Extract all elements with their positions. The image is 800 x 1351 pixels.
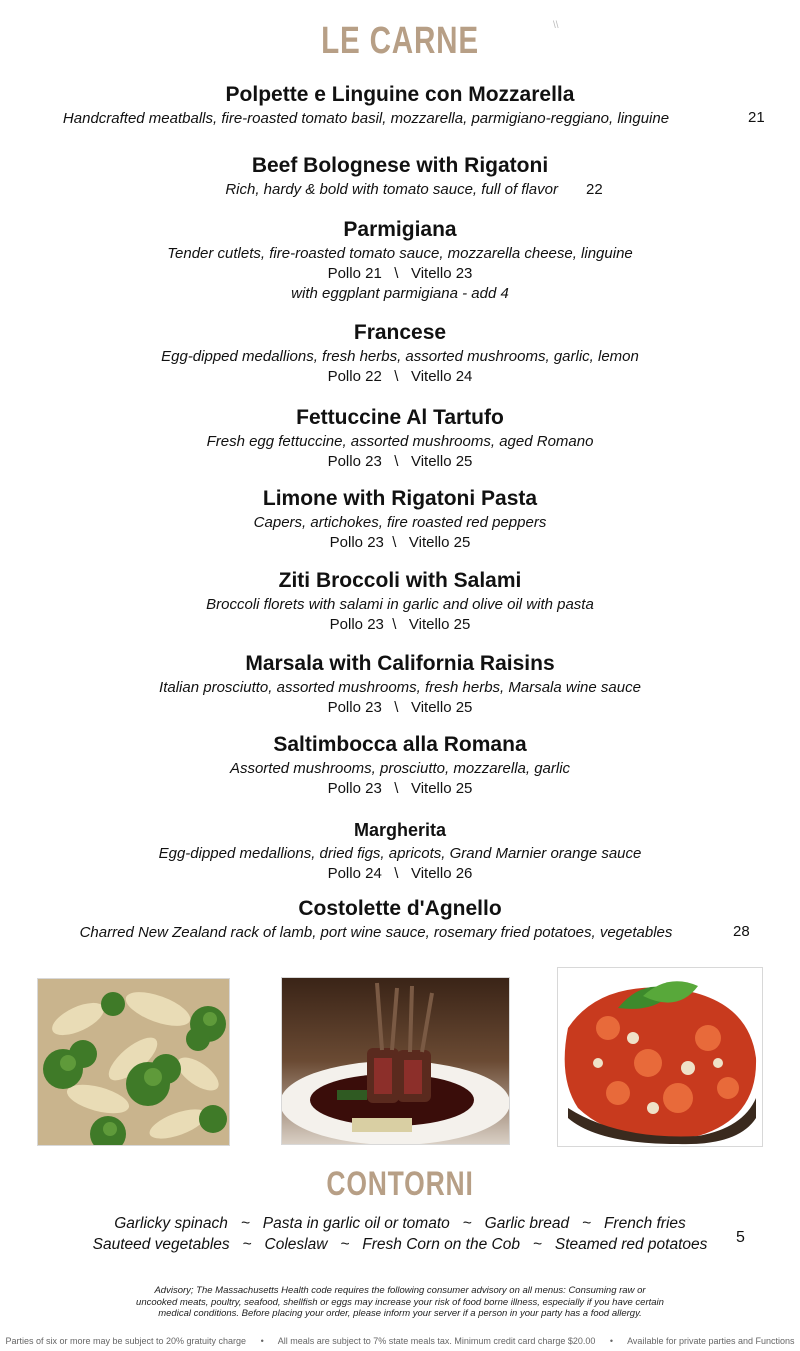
item-name: Fettuccine Al Tartufo (296, 406, 504, 429)
item-description: Handcrafted meatballs, fire-roasted tomato basil, mozzarella, parmigiano-reggiano, linguine (62, 110, 670, 127)
item-prices: Pollo 23 \ Vitello 25 (329, 616, 471, 633)
footer-gratuity-note: Parties of six or more may be subject to 20% gratuity charge (5, 1336, 247, 1346)
menu-item-parmigiana (0, 217, 800, 304)
footer-separator: • (609, 1336, 614, 1346)
item-prices: Pollo 23 \ Vitello 25 (327, 699, 473, 716)
contorni-price: 5 (736, 1229, 745, 1246)
item-description: Broccoli florets with salami in garlic and olive oil with pasta (206, 596, 594, 613)
menu-item-limone (0, 486, 800, 553)
health-advisory (60, 1285, 740, 1320)
item-prices: Pollo 22 \ Vitello 24 (327, 368, 473, 385)
decorative-mark: \\ (553, 20, 559, 31)
footer-tax-note: All meals are subject to 7% state meals tax. Minimum credit card charge $20.00 (277, 1336, 596, 1346)
item-description: Italian prosciutto, assorted mushrooms, fresh herbs, Marsala wine sauce (159, 679, 641, 696)
advisory-line-2: uncooked meats, poultry, seafood, shellfish or eggs may increase your risk of food borne illness, especially if you have certain (136, 1296, 664, 1308)
item-name: Costolette d'Agnello (298, 897, 502, 920)
item-description: Assorted mushrooms, prosciutto, mozzarella, garlic (229, 760, 571, 777)
menu-item-costolette (0, 896, 800, 943)
footer-private-parties-note: Available for private parties and Functions (627, 1336, 795, 1346)
advisory-line-1: Advisory; The Massachusetts Health code requires the following consumer advisory on all menus: Consuming raw or (154, 1285, 646, 1296)
item-prices: Pollo 23 \ Vitello 25 (327, 453, 473, 470)
contorni-line-1: Garlicky spinach ~ Pasta in garlic oil or tomato ~ Garlic bread ~ French fries (114, 1215, 686, 1232)
item-description: Fresh egg fettuccine, assorted mushrooms, aged Romano (206, 433, 594, 450)
menu-item-polpette (0, 82, 800, 129)
item-name: Limone with Rigatoni Pasta (262, 487, 538, 510)
item-name: Francese (353, 321, 447, 344)
section-title-le-carne: LE CARNE (321, 20, 479, 62)
item-prices: Pollo 21 \ Vitello 23 (327, 265, 473, 282)
menu-item-ziti-broccoli (0, 568, 800, 635)
item-name: Beef Bolognese with Rigatoni (251, 154, 549, 177)
menu-item-fettuccine (0, 405, 800, 472)
item-description: Charred New Zealand rack of lamb, port wine sauce, rosemary fried potatoes, vegetables (79, 924, 673, 941)
item-prices: Pollo 23 \ Vitello 25 (329, 534, 471, 551)
menu-item-bolognese (0, 153, 800, 200)
contorni-line-2: Sauteed vegetables ~ Coleslaw ~ Fresh Corn on the Cob ~ Steamed red potatoes (92, 1236, 708, 1253)
footer-separator: • (260, 1336, 264, 1346)
item-name: Margherita (353, 820, 447, 840)
menu-item-francese (0, 320, 800, 387)
menu-item-marsala (0, 651, 800, 718)
item-description: Capers, artichokes, fire roasted red peppers (253, 514, 547, 531)
item-description: Tender cutlets, fire-roasted tomato sauce, mozzarella cheese, linguine (167, 245, 633, 262)
rack-of-lamb-photo (281, 977, 510, 1145)
menu-item-saltimbocca (0, 732, 800, 799)
item-price: 28 (733, 923, 750, 940)
pasta-broccoli-photo (37, 978, 230, 1146)
item-price: 21 (748, 109, 765, 126)
section-title-contorni: CONTORNI (326, 1165, 474, 1203)
item-description: Rich, hardy & bold with tomato sauce, full of flavor (225, 181, 558, 198)
item-description: Egg-dipped medallions, dried figs, apricots, Grand Marnier orange sauce (158, 845, 642, 862)
eggplant-parmigiana-photo (557, 967, 763, 1147)
item-name: Saltimbocca alla Romana (273, 733, 527, 756)
item-prices: Pollo 23 \ Vitello 25 (327, 780, 473, 797)
item-price: 22 (585, 181, 603, 198)
advisory-line-3: medical conditions. Before placing your order, please inform your server if a person in your party has a food allergy. (158, 1308, 642, 1319)
item-name: Parmigiana (343, 218, 457, 241)
item-description: Egg-dipped medallions, fresh herbs, assorted mushrooms, garlic, lemon (161, 348, 639, 365)
footer-notes (0, 1336, 800, 1346)
item-name: Ziti Broccoli with Salami (278, 569, 522, 592)
item-name: Marsala with California Raisins (245, 652, 555, 675)
item-extra: with eggplant parmigiana - add 4 (291, 285, 509, 302)
menu-item-margherita (0, 817, 800, 884)
item-prices: Pollo 24 \ Vitello 26 (327, 865, 473, 882)
item-name: Polpette e Linguine con Mozzarella (225, 83, 575, 106)
